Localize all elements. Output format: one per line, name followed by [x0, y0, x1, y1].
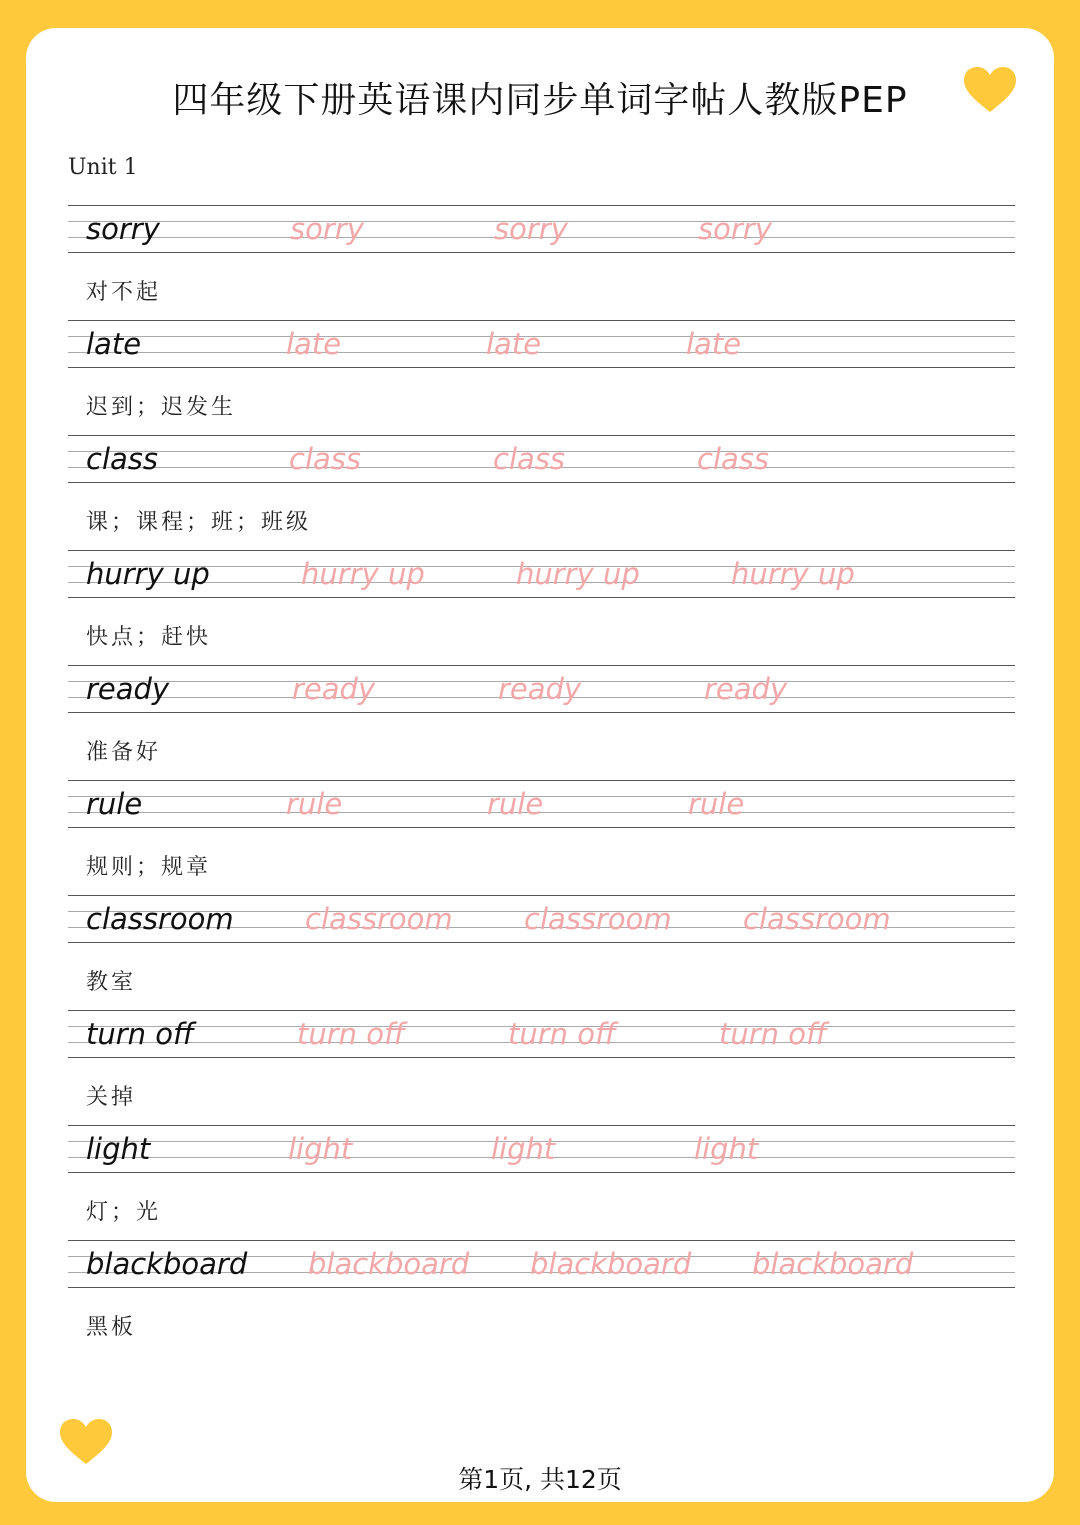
tracing-word: late [486, 327, 542, 361]
guide-line [68, 205, 1015, 206]
word-entry [68, 1010, 1015, 1125]
word-entry [68, 1240, 1015, 1355]
heart-icon [58, 1418, 114, 1466]
guide-line [68, 1125, 1015, 1126]
word-entry [68, 665, 1015, 780]
tracing-word: rule [487, 787, 544, 821]
english-word: ready [86, 672, 170, 706]
guide-line [68, 320, 1015, 321]
word-entry [68, 550, 1015, 665]
english-word: turn off [86, 1017, 194, 1051]
chinese-meaning: 灯；光 [86, 1200, 162, 1225]
guide-line [68, 712, 1015, 713]
english-word: sorry [86, 212, 160, 246]
tracing-word: light [288, 1132, 353, 1166]
tracing-word: turn off [297, 1017, 405, 1051]
tracing-word: hurry up [301, 557, 425, 591]
guide-line [68, 550, 1015, 551]
tracing-word: sorry [494, 212, 568, 246]
tracing-word: ready [498, 672, 582, 706]
english-word: blackboard [86, 1247, 248, 1281]
tracing-word: light [491, 1132, 556, 1166]
tracing-word: classroom [524, 902, 672, 936]
guide-line [68, 942, 1015, 943]
guide-line [68, 780, 1015, 781]
tracing-word: sorry [290, 212, 364, 246]
tracing-word: rule [286, 787, 343, 821]
chinese-meaning: 规则；规章 [86, 855, 212, 880]
chinese-meaning: 准备好 [86, 740, 162, 765]
page-number: 第1页, 共12页 [458, 1465, 622, 1494]
guide-line [68, 1010, 1015, 1011]
english-word: rule [86, 787, 143, 821]
tracing-word: late [686, 327, 742, 361]
guide-line [68, 1240, 1015, 1241]
tracing-word: rule [688, 787, 745, 821]
chinese-meaning: 黑板 [86, 1315, 137, 1340]
guide-line [68, 336, 1015, 337]
word-entry [68, 895, 1015, 1010]
guide-line [68, 895, 1015, 896]
english-word: class [86, 442, 158, 476]
guide-line [68, 1172, 1015, 1173]
word-entry [68, 205, 1015, 320]
tracing-word: blackboard [530, 1247, 692, 1281]
guide-line [68, 1057, 1015, 1058]
english-word: light [86, 1132, 151, 1166]
tracing-word: turn off [508, 1017, 616, 1051]
word-entry [68, 1125, 1015, 1240]
chinese-meaning: 迟到；迟发生 [86, 395, 237, 420]
tracing-word: class [289, 442, 361, 476]
guide-line [68, 252, 1015, 253]
tracing-word: hurry up [516, 557, 640, 591]
tracing-word: blackboard [308, 1247, 470, 1281]
guide-line [68, 367, 1015, 368]
guide-line [68, 1287, 1015, 1288]
tracing-word: class [697, 442, 769, 476]
guide-line [68, 827, 1015, 828]
tracing-word: classroom [305, 902, 453, 936]
tracing-word: ready [704, 672, 788, 706]
page-title: 四年级下册英语课内同步单词字帖人教版PEP [172, 80, 908, 121]
guide-line [68, 435, 1015, 436]
chinese-meaning: 教室 [86, 970, 137, 995]
guide-line [68, 482, 1015, 483]
chinese-meaning: 快点；赶快 [86, 625, 212, 650]
tracing-word: turn off [719, 1017, 827, 1051]
tracing-word: late [286, 327, 342, 361]
word-entry [68, 435, 1015, 550]
guide-line [68, 352, 1015, 353]
tracing-word: ready [292, 672, 376, 706]
tracing-word: sorry [698, 212, 772, 246]
tracing-word: blackboard [752, 1247, 914, 1281]
english-word: late [86, 327, 142, 361]
writing-guide-lines [68, 320, 1015, 368]
guide-line [68, 665, 1015, 666]
word-entry [68, 320, 1015, 435]
word-entry [68, 780, 1015, 895]
chinese-meaning: 课；课程；班；班级 [86, 510, 312, 535]
english-word: hurry up [86, 557, 210, 591]
guide-line [68, 597, 1015, 598]
chinese-meaning: 关掉 [86, 1085, 137, 1110]
tracing-word: light [694, 1132, 759, 1166]
tracing-word: class [493, 442, 565, 476]
tracing-word: classroom [743, 902, 891, 936]
unit-label: Unit 1 [68, 155, 138, 180]
chinese-meaning: 对不起 [86, 280, 162, 305]
tracing-word: hurry up [731, 557, 855, 591]
english-word: classroom [86, 902, 234, 936]
